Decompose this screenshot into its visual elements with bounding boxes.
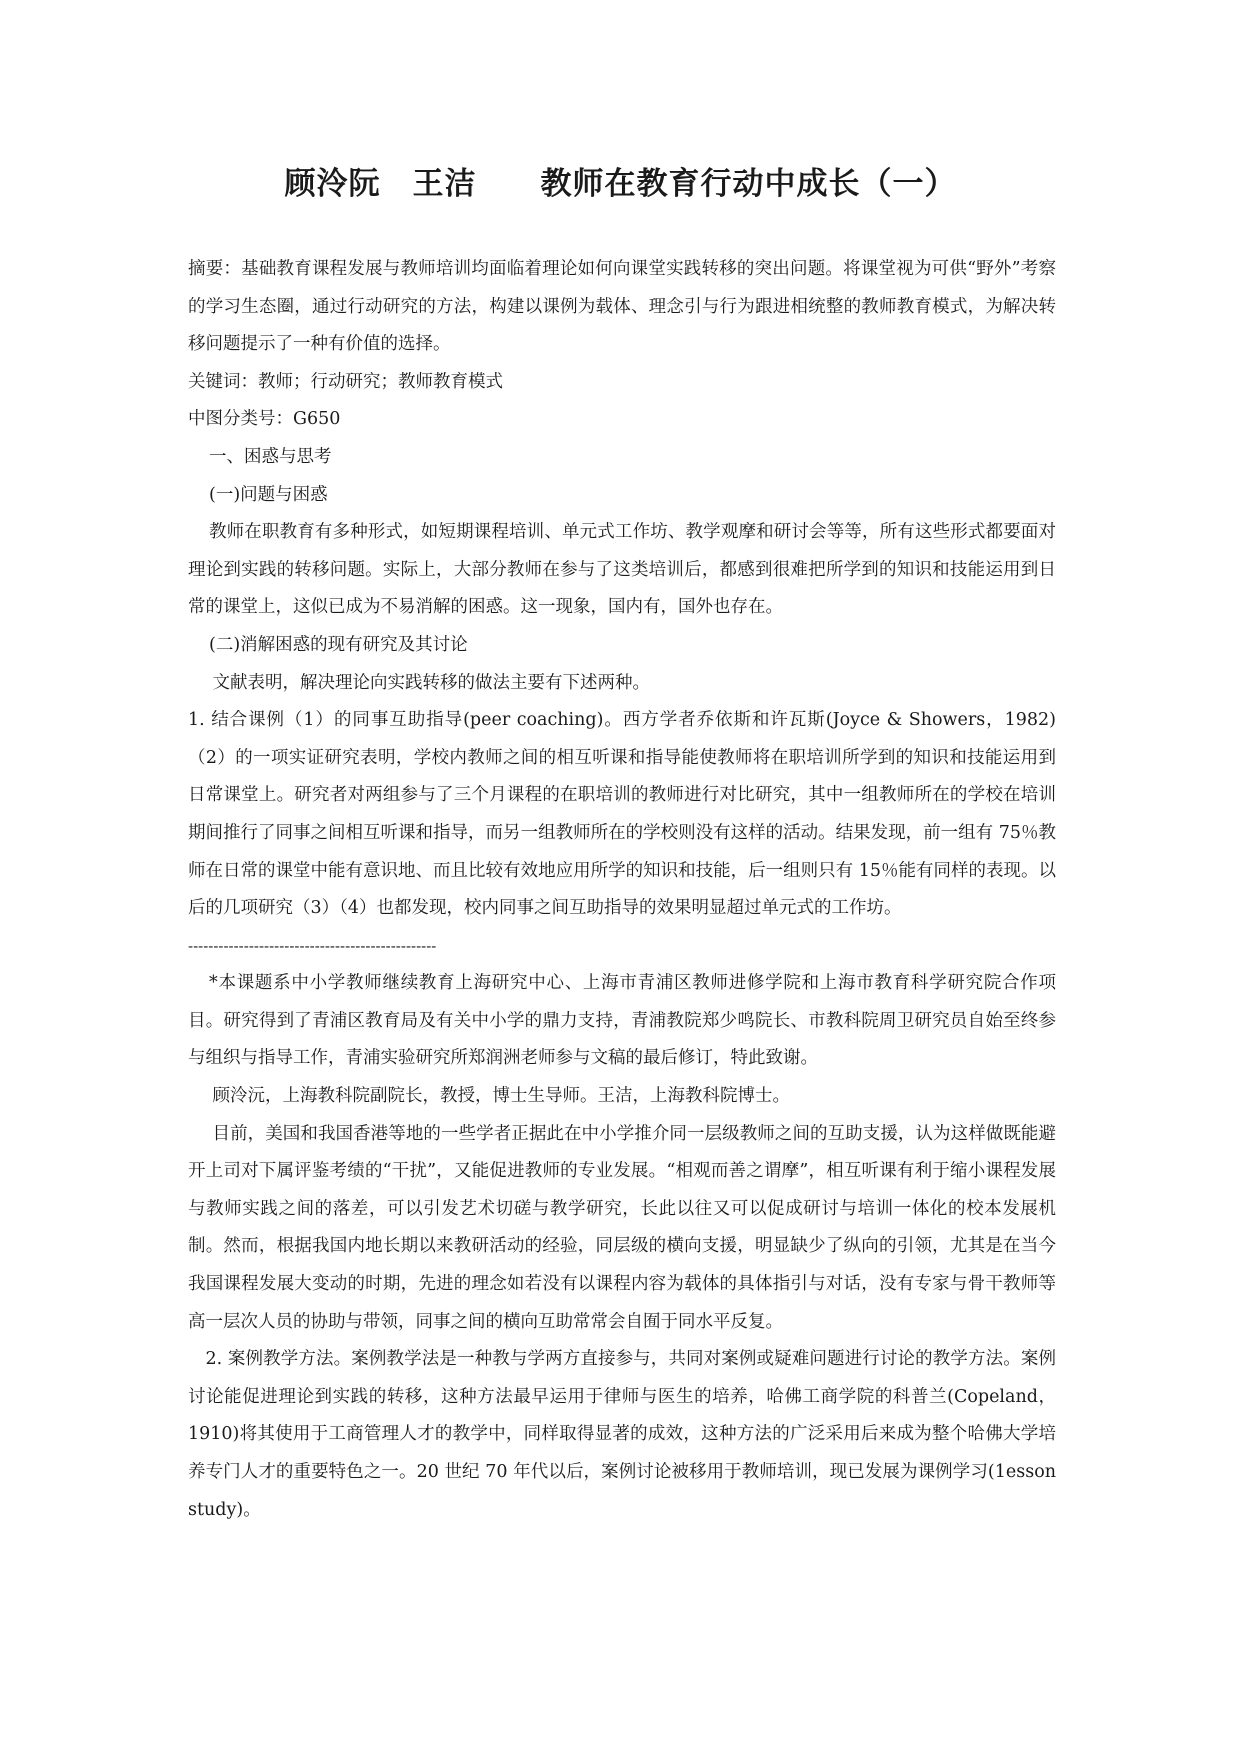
keywords-line: 关键词：教师；行动研究；教师教育模式 bbox=[188, 371, 503, 392]
footnote-paragraph: *本课题系中小学教师继续教育上海研究中心、上海市青浦区教师进修学院和上海市教育科学研究院合作项目。研究得到了青浦区教育局及有关中小学的鼎力支持，青浦教院郑少鸣院长、市教科院周卫研究员自始至终参与组织与指导工作，青浦实验研究所郑润洲老师参与文稿的最后修订，特此致谢。 bbox=[188, 973, 1056, 1069]
subsection-heading: (二)消解困惑的现有研究及其讨论 bbox=[209, 634, 468, 655]
body-paragraph: 1. 结合课例（1）的同事互助指导(peer coaching)。西方学者乔依斯和许瓦斯(Joyce & Showers，1982)（2）的一项实证研究表明，学校内教师之间的相互听课和指导能使教师将在职培训所学到的知识和技能运用到日常课堂上。研究者对两组参与了三个月课程的在职培训的教师进行对比研究，其中一组教师所在的学校在培训期间推行了同事之间相互听课和指导，而另一组教师所在的学校则没有这样的活动。结果发现，前一组有 75％教师在日常的课堂中能有意识地、而且比较有效地应用所学的知识和技能，后一组则只有 15％能有同样的表现。以后的几项研究（3）（4）也都发现，校内同事之间互助指导的效果明显超过单元式的工作坊。 bbox=[188, 710, 1056, 919]
body-paragraph: 2. 案例教学方法。案例教学法是一种教与学两方直接参与，共同对案例或疑难问题进行讨论的教学方法。案例讨论能促进理论到实践的转移，这种方法最早运用于律师与医生的培养，哈佛工商学院的科普兰(Copeland，1910)将其使用于工商管理人才的教学中，同样取得显著的成效，这种方法的广泛采用后来成为整个哈佛大学培养专门人才的重要特色之一。20 世纪 70 年代以后，案例讨论被移用于教师培训，现已发展为课例学习(1esson study)。 bbox=[188, 1349, 1056, 1520]
subsection-heading: (一)问题与困惑 bbox=[209, 484, 328, 505]
body-paragraph: 文献表明，解决理论向实践转移的做法主要有下述两种。 bbox=[212, 672, 650, 693]
section-heading: 一、困惑与思考 bbox=[209, 446, 332, 467]
abstract-paragraph: 摘要：基础教育课程发展与教师培训均面临着理论如何向课堂实践转移的突出问题。将课堂视为可供“野外”考察的学习生态圈，通过行动研究的方法，构建以课例为载体、理念引与行为跟进相统整的教师教育模式，为解决转移问题提示了一种有价值的选择。 bbox=[188, 259, 1056, 355]
author-note: 顾泠沅，上海教科院副院长，教授，博士生导师。王洁，上海教科院博士。 bbox=[212, 1086, 790, 1107]
classification-number: 中图分类号：G650 bbox=[188, 409, 341, 430]
body-paragraph: 目前，美国和我国香港等地的一些学者正据此在中小学推介同一层级教师之间的互助支援，认为这样做既能避开上司对下属评鉴考绩的“干扰”，又能促进教师的专业发展。“相观而善之谓摩”，相互听课有利于缩小课程发展与教师实践之间的落差，可以引发艺术切磋与教学研究，长此以往又可以促成研讨与培训一体化的校本发展机制。然而，根据我国内地长期以来教研活动的经验，同层级的横向支援，明显缺少了纵向的引领，尤其是在当今我国课程发展大变动的时期，先进的理念如若没有以课程内容为载体的具体指引与对话，没有专家与骨干教师等高一层次人员的协助与带领，同事之间的横向互助常常会自囿于同水平反复。 bbox=[188, 1123, 1056, 1332]
body-paragraph: 教师在职教育有多种形式，如短期课程培训、单元式工作坊、教学观摩和研讨会等等，所有这些形式都要面对理论到实践的转移问题。实际上，大部分教师在参与了这类培训后，都感到很难把所学到的知识和技能运用到日常的课堂上，这似已成为不易消解的困惑。这一现象，国内有，国外也存在。 bbox=[188, 522, 1056, 618]
footnote-separator: ------------------------------------------------- bbox=[188, 936, 437, 955]
document-title: 顾泠阮 王洁 教师在教育行动中成长（一） bbox=[284, 166, 957, 202]
document-body bbox=[188, 251, 1056, 1529]
